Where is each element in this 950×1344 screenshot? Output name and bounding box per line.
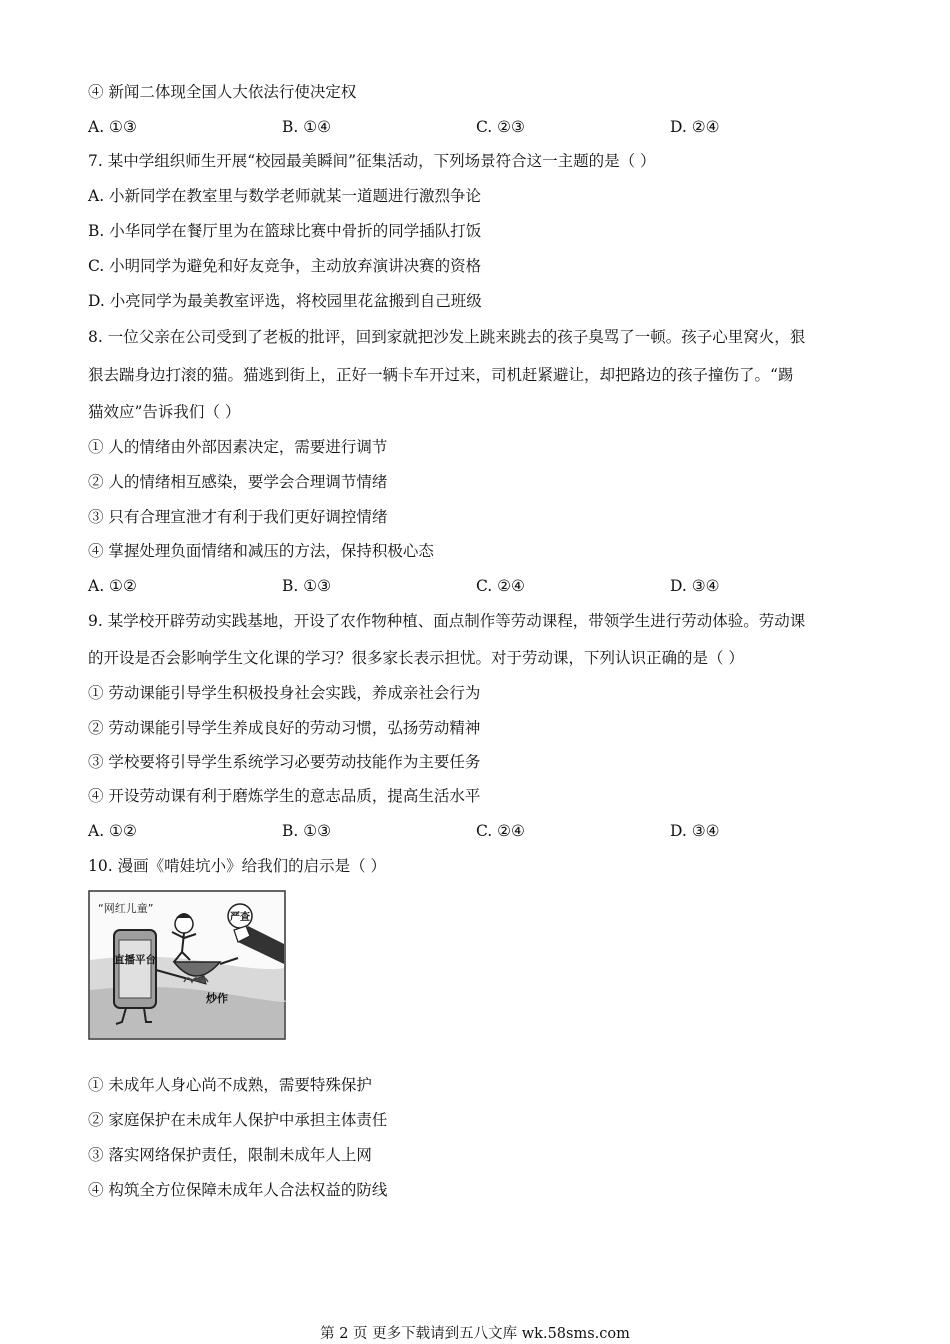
q9-option-c: C. ②④ [476,822,525,840]
q8-item-3: ③ 只有合理宣泄才有利于我们更好调控情绪 [88,508,388,526]
q8-stem-line-2: 狠去踹身边打滚的猫。猫逃到街上，正好一辆卡车开过来，司机赶紧避让，却把路边的孩子撞伤了。“踢 [88,366,794,384]
cartoon-image [88,890,286,1040]
q10-item-2: ② 家庭保护在未成年人保护中承担主体责任 [88,1111,388,1129]
cartoon-label-pot: 炒作 [206,992,228,1005]
q9-option-a: A. ①② [88,822,137,840]
q8-item-2: ② 人的情绪相互感染，要学会合理调节情绪 [88,473,388,491]
q8-stem-line-1: 8. 一位父亲在公司受到了老板的批评，回到家就把沙发上跳来跳去的孩子臭骂了一顿。孩子心里窝火，狠 [88,328,806,346]
q8-stem-line-3: 猫效应”告诉我们（ ） [88,403,241,421]
q8-option-b: B. ①③ [282,577,332,595]
q8-item-1: ① 人的情绪由外部因素决定，需要进行调节 [88,438,388,456]
q7-option-a: A. 小新同学在教室里与数学老师就某一道题进行激烈争论 [88,187,482,205]
q6-item-4: ④ 新闻二体现全国人大依法行使决定权 [88,83,357,101]
q10-item-1: ① 未成年人身心尚不成熟，需要特殊保护 [88,1076,372,1094]
cartoon-label-phone: 直播平台 [114,954,156,966]
q7-stem: 7. 某中学组织师生开展“校园最美瞬间”征集活动，下列场景符合这一主题的是（ ） [88,152,656,170]
cartoon-illustration [88,890,286,1040]
q10-stem: 10. 漫画《啃娃坑小》给我们的启示是（ ） [88,857,387,875]
q8-option-d: D. ③④ [670,577,720,595]
q9-stem-line-2: 的开设是否会影响学生文化课的学习？很多家长表示担忧。对于劳动课，下列认识正确的是（ ） [88,649,744,667]
q9-item-4: ④ 开设劳动课有利于磨炼学生的意志品质，提高生活水平 [88,787,481,805]
q9-item-1: ① 劳动课能引导学生积极投身社会实践，养成亲社会行为 [88,684,481,702]
q9-stem-line-1: 9. 某学校开辟劳动实践基地，开设了农作物种植、面点制作等劳动课程，带领学生进行劳动体验。劳动课 [88,612,806,630]
q7-option-b: B. 小华同学在餐厅里为在篮球比赛中骨折的同学插队打饭 [88,222,482,240]
q9-option-d: D. ③④ [670,822,720,840]
q9-item-3: ③ 学校要将引导学生系统学习必要劳动技能作为主要任务 [88,753,481,771]
page-footer: 第 2 页 更多下载请到五八文库 wk.58sms.com [320,1326,630,1342]
q6-option-d: D. ②④ [670,118,720,136]
q8-item-4: ④ 掌握处理负面情绪和减压的方法，保持积极心态 [88,542,434,560]
q8-option-c: C. ②④ [476,577,525,595]
q9-item-2: ② 劳动课能引导学生养成良好的劳动习惯，弘扬劳动精神 [88,719,481,737]
cartoon-label-top: “网红儿童” [98,902,154,915]
q10-item-4: ④ 构筑全方位保障未成年人合法权益的防线 [88,1181,388,1199]
phone-screen [119,940,151,998]
q10-item-3: ③ 落实网络保护责任，限制未成年人上网 [88,1146,372,1164]
q9-option-b: B. ①③ [282,822,332,840]
q6-option-c: C. ②③ [476,118,525,136]
q7-option-c: C. 小明同学为避免和好友竞争，主动放弃演讲决赛的资格 [88,257,482,275]
q6-option-b: B. ①④ [282,118,332,136]
q7-option-d: D. 小亮同学为最美教室评选，将校园里花盆搬到自己班级 [88,292,482,310]
cartoon-label-stamp: 严查 [230,912,250,923]
q8-option-a: A. ①② [88,577,137,595]
q6-option-a: A. ①③ [88,118,137,136]
